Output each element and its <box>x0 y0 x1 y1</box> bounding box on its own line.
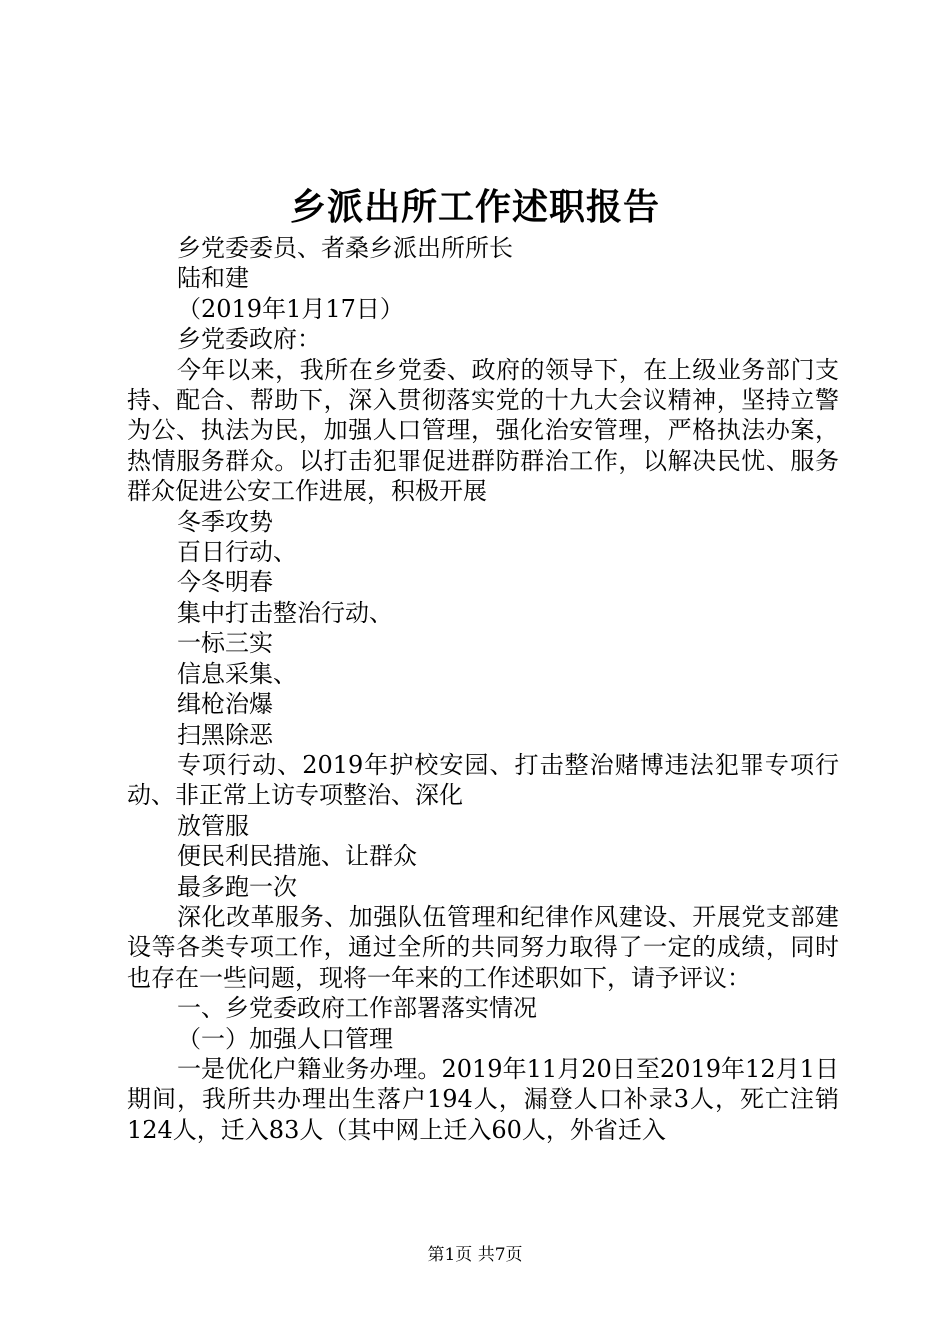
paragraph: 陆和建 <box>177 264 249 293</box>
paragraph: 最多跑一次 <box>177 872 297 901</box>
paragraph: 扫黑除恶 <box>177 720 273 749</box>
paragraph: 缉枪治爆 <box>177 690 273 719</box>
paragraph: 放管服 <box>177 811 249 840</box>
paragraph: 今冬明春 <box>177 568 273 597</box>
paragraph: 百日行动、 <box>177 538 297 567</box>
paragraph: 今年以来，我所在乡党委、政府的领导下，在上级业务部门支持、配合、帮助下，深入贯彻落实党的十九大会议精神，坚持立警为公、执法为民，加强人口管理，强化治安管理，严格执法办案，热情服务群众。以打击犯罪促进群防群治工作，以解决民忧、服务群众促进公安工作进展，积极开展 <box>127 355 839 506</box>
paragraph: 乡党委委员、者桑乡派出所所长 <box>177 234 513 262</box>
paragraph: 信息采集、 <box>177 659 297 688</box>
paragraph: （2019年1月17日） <box>177 294 404 323</box>
page-footer: 第1页 共7页 <box>427 1245 523 1265</box>
paragraph: 集中打击整治行动、 <box>177 598 393 627</box>
paragraph: （一）加强人口管理 <box>177 1024 393 1053</box>
paragraph: 冬季攻势 <box>177 507 273 536</box>
paragraph: 一标三实 <box>177 629 273 658</box>
paragraph: 乡党委政府： <box>177 325 321 354</box>
document-body <box>127 233 839 1145</box>
paragraph: 专项行动、2019年护校安园、打击整治赌博违法犯罪专项行动、非正常上访专项整治、深化 <box>127 750 839 810</box>
paragraph: 一是优化户籍业务办理。2019年11月20日至2019年12月1日期间，我所共办理出生落户194人，漏登人口补录3人，死亡注销124人，迁入83人（其中网上迁入60人，外省迁入 <box>127 1054 839 1144</box>
paragraph: 便民利民措施、让群众 <box>177 842 417 871</box>
paragraph: 深化改革服务、加强队伍管理和纪律作风建设、开展党支部建设等各类专项工作，通过全所的共同努力取得了一定的成绩，同时也存在一些问题，现将一年来的工作述职如下，请予评议： <box>127 902 839 992</box>
document-title: 乡派出所工作述职报告 <box>289 186 660 228</box>
paragraph: 一、乡党委政府工作部署落实情况 <box>177 994 537 1023</box>
